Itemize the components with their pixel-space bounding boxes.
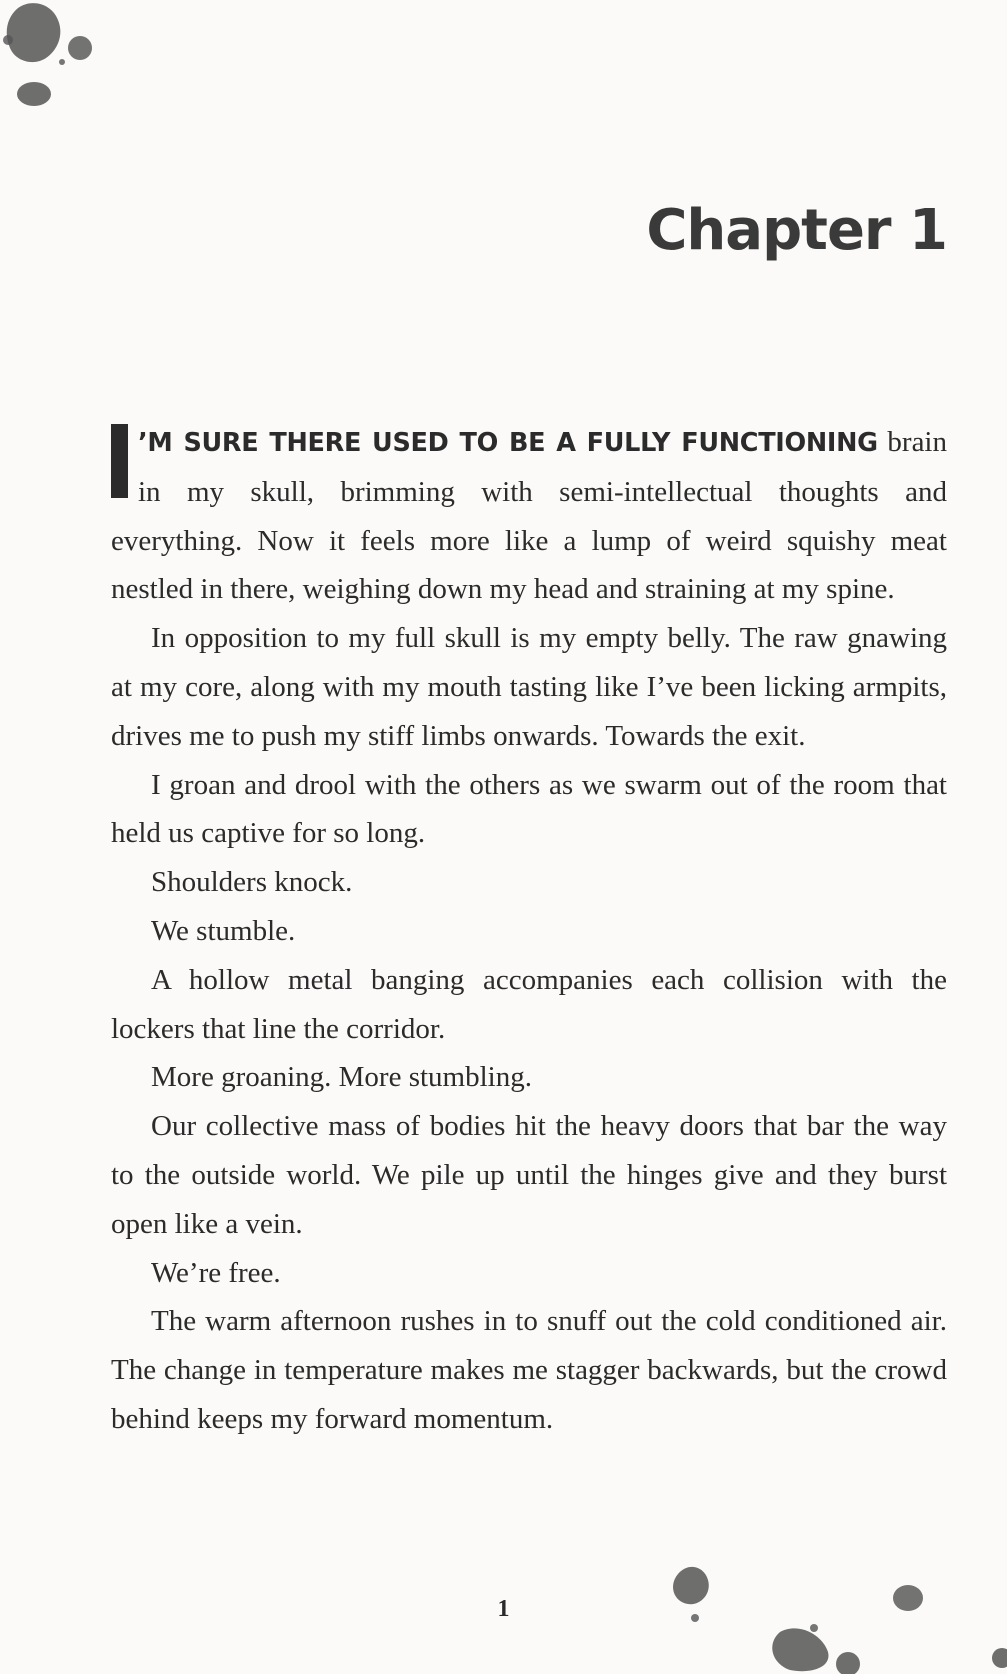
paragraph: ’M SURE THERE USED TO BE A FULLY FUNCTIONING brain in my skull, brimming with semi-intellectual thoughts and everything. Now it feels more like a lump of weird squishy meat nestled in there, weighing down my head and straining at my spine. [111,426,947,606]
ink-splat-top-left [0,0,110,120]
paragraph: More groaning. More stumbling. [151,1061,532,1094]
page-number: 1 [497,1596,510,1622]
chapter-title: Chapter 1 [646,198,947,263]
drop-cap [111,424,128,498]
lead-in: ’M SURE THERE USED TO BE A FULLY FUNCTIONING [138,428,878,458]
paragraph: A hollow metal banging accompanies each collision with the lockers that line the corridor. [111,963,947,1045]
paragraph: The warm afternoon rushes in to snuff out the cold conditioned air. The change in temperature makes me stagger backwards, but the crowd behind keeps my forward momentum. [111,1305,947,1435]
paragraph: I groan and drool with the others as we swarm out of the room that held us captive for so long. [111,768,947,850]
paragraph: Our collective mass of bodies hit the heavy doors that bar the way to the outside world. We pile up until the hinges give and they burst open like a vein. [111,1110,947,1240]
paragraph: In opposition to my full skull is my empty belly. The raw gnawing at my core, along with my mouth tasting like I’ve been licking armpits, drives me to push my stiff limbs onwards. Towards the exit. [111,622,947,752]
paragraph: We’re free. [151,1256,281,1289]
paragraph: Shoulders knock. [151,866,353,899]
paragraph: We stumble. [151,914,296,947]
chapter-body [111,418,947,1444]
